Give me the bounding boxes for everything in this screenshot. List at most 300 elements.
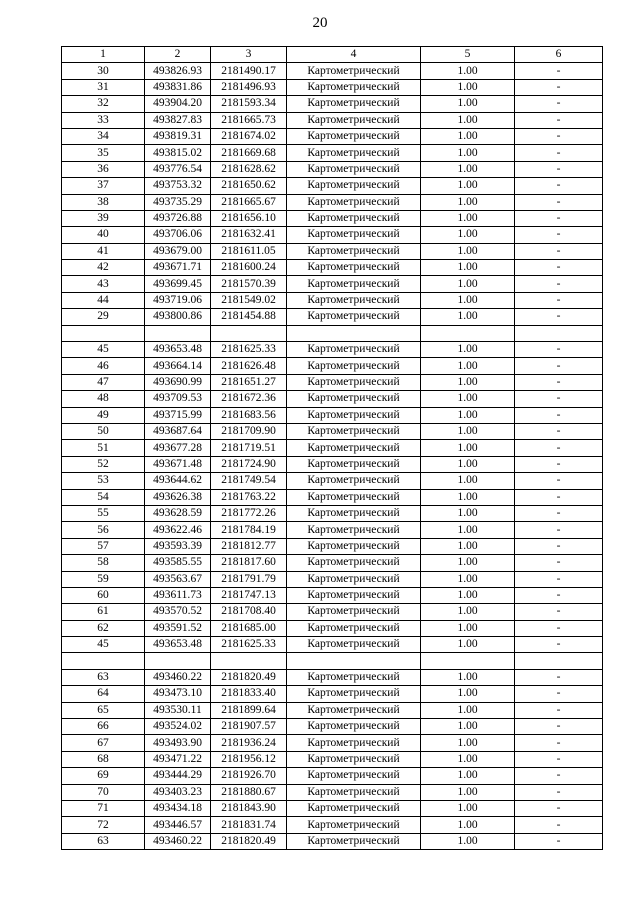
page-number: 20 bbox=[312, 15, 328, 31]
table-row bbox=[62, 768, 603, 784]
point-number-cell bbox=[62, 325, 145, 341]
accuracy-cell: 1.00 bbox=[421, 669, 515, 685]
point-number-cell: 37 bbox=[62, 178, 145, 194]
point-number-cell: 33 bbox=[62, 112, 145, 128]
point-number-cell: 44 bbox=[62, 292, 145, 308]
x-coordinate-cell: 493493.90 bbox=[145, 735, 211, 751]
point-number-cell bbox=[62, 653, 145, 669]
method-cell: Картометрический bbox=[287, 620, 421, 636]
accuracy-cell: 1.00 bbox=[421, 79, 515, 95]
column-header: 4 bbox=[287, 47, 421, 63]
table-row bbox=[62, 407, 603, 423]
accuracy-cell: 1.00 bbox=[421, 423, 515, 439]
x-coordinate-cell: 493826.93 bbox=[145, 63, 211, 79]
column-header: 6 bbox=[515, 47, 603, 63]
y-coordinate-cell: 2181926.70 bbox=[211, 768, 287, 784]
method-cell: Картометрический bbox=[287, 555, 421, 571]
accuracy-cell: 1.00 bbox=[421, 489, 515, 505]
accuracy-cell: 1.00 bbox=[421, 768, 515, 784]
accuracy-cell: 1.00 bbox=[421, 702, 515, 718]
y-coordinate-cell: 2181665.67 bbox=[211, 194, 287, 210]
x-coordinate-cell: 493444.29 bbox=[145, 768, 211, 784]
y-coordinate-cell: 2181880.67 bbox=[211, 784, 287, 800]
accuracy-cell: 1.00 bbox=[421, 96, 515, 112]
y-coordinate-cell: 2181625.33 bbox=[211, 637, 287, 653]
x-coordinate-cell: 493671.71 bbox=[145, 260, 211, 276]
y-coordinate-cell: 2181708.40 bbox=[211, 604, 287, 620]
table-row bbox=[62, 342, 603, 358]
point-number-cell: 51 bbox=[62, 440, 145, 456]
y-coordinate-cell: 2181956.12 bbox=[211, 751, 287, 767]
table-row bbox=[62, 456, 603, 472]
note-cell: - bbox=[515, 260, 603, 276]
point-number-cell: 64 bbox=[62, 686, 145, 702]
method-cell: Картометрический bbox=[287, 423, 421, 439]
accuracy-cell: 1.00 bbox=[421, 440, 515, 456]
point-number-cell: 36 bbox=[62, 161, 145, 177]
y-coordinate-cell: 2181820.49 bbox=[211, 833, 287, 849]
method-cell: Картометрический bbox=[287, 243, 421, 259]
x-coordinate-cell: 493735.29 bbox=[145, 194, 211, 210]
point-number-cell: 72 bbox=[62, 817, 145, 833]
note-cell: - bbox=[515, 210, 603, 226]
point-number-cell: 67 bbox=[62, 735, 145, 751]
note-cell: - bbox=[515, 571, 603, 587]
accuracy-cell: 1.00 bbox=[421, 800, 515, 816]
y-coordinate-cell: 2181683.56 bbox=[211, 407, 287, 423]
x-coordinate-cell: 493593.39 bbox=[145, 538, 211, 554]
method-cell: Картометрический bbox=[287, 489, 421, 505]
x-coordinate-cell: 493753.32 bbox=[145, 178, 211, 194]
accuracy-cell: 1.00 bbox=[421, 194, 515, 210]
x-coordinate-cell: 493679.00 bbox=[145, 243, 211, 259]
point-number-cell: 56 bbox=[62, 522, 145, 538]
note-cell: - bbox=[515, 669, 603, 685]
method-cell: Картометрический bbox=[287, 79, 421, 95]
x-coordinate-cell: 493570.52 bbox=[145, 604, 211, 620]
accuracy-cell: 1.00 bbox=[421, 407, 515, 423]
accuracy-cell: 1.00 bbox=[421, 456, 515, 472]
method-cell: Картометрический bbox=[287, 407, 421, 423]
note-cell: - bbox=[515, 489, 603, 505]
point-number-cell: 63 bbox=[62, 833, 145, 849]
table-row bbox=[62, 440, 603, 456]
point-number-cell: 55 bbox=[62, 505, 145, 521]
accuracy-cell: 1.00 bbox=[421, 227, 515, 243]
note-cell: - bbox=[515, 620, 603, 636]
note-cell: - bbox=[515, 604, 603, 620]
y-coordinate-cell: 2181763.22 bbox=[211, 489, 287, 505]
x-coordinate-cell: 493611.73 bbox=[145, 587, 211, 603]
note-cell: - bbox=[515, 96, 603, 112]
table-row bbox=[62, 800, 603, 816]
x-coordinate-cell: 493653.48 bbox=[145, 342, 211, 358]
x-coordinate-cell: 493776.54 bbox=[145, 161, 211, 177]
x-coordinate-cell bbox=[145, 653, 211, 669]
table-row bbox=[62, 653, 603, 669]
y-coordinate-cell: 2181674.02 bbox=[211, 128, 287, 144]
table-row bbox=[62, 669, 603, 685]
method-cell: Картометрический bbox=[287, 210, 421, 226]
method-cell: Картометрический bbox=[287, 604, 421, 620]
table-row bbox=[62, 210, 603, 226]
table-row bbox=[62, 735, 603, 751]
y-coordinate-cell: 2181685.00 bbox=[211, 620, 287, 636]
y-coordinate-cell: 2181600.24 bbox=[211, 260, 287, 276]
x-coordinate-cell: 493677.28 bbox=[145, 440, 211, 456]
table-row bbox=[62, 555, 603, 571]
method-cell: Картометрический bbox=[287, 342, 421, 358]
note-cell: - bbox=[515, 637, 603, 653]
x-coordinate-cell: 493664.14 bbox=[145, 358, 211, 374]
method-cell: Картометрический bbox=[287, 456, 421, 472]
table-row bbox=[62, 227, 603, 243]
table-row bbox=[62, 833, 603, 849]
y-coordinate-cell: 2181651.27 bbox=[211, 374, 287, 390]
method-cell: Картометрический bbox=[287, 161, 421, 177]
note-cell: - bbox=[515, 407, 603, 423]
note-cell: - bbox=[515, 243, 603, 259]
method-cell: Картометрический bbox=[287, 833, 421, 849]
note-cell: - bbox=[515, 686, 603, 702]
note-cell: - bbox=[515, 751, 603, 767]
y-coordinate-cell: 2181791.79 bbox=[211, 571, 287, 587]
method-cell: Картометрический bbox=[287, 817, 421, 833]
table-row bbox=[62, 292, 603, 308]
x-coordinate-cell: 493687.64 bbox=[145, 423, 211, 439]
accuracy-cell: 1.00 bbox=[421, 604, 515, 620]
note-cell: - bbox=[515, 555, 603, 571]
x-coordinate-cell: 493904.20 bbox=[145, 96, 211, 112]
accuracy-cell bbox=[421, 653, 515, 669]
table-row bbox=[62, 309, 603, 325]
note-cell: - bbox=[515, 538, 603, 554]
note-cell: - bbox=[515, 292, 603, 308]
x-coordinate-cell: 493819.31 bbox=[145, 128, 211, 144]
point-number-cell: 53 bbox=[62, 473, 145, 489]
note-cell: - bbox=[515, 342, 603, 358]
table-row bbox=[62, 358, 603, 374]
table-row bbox=[62, 489, 603, 505]
method-cell: Картометрический bbox=[287, 440, 421, 456]
accuracy-cell: 1.00 bbox=[421, 833, 515, 849]
accuracy-cell: 1.00 bbox=[421, 112, 515, 128]
y-coordinate-cell: 2181843.90 bbox=[211, 800, 287, 816]
column-header: 3 bbox=[211, 47, 287, 63]
table-row bbox=[62, 128, 603, 144]
table-row bbox=[62, 145, 603, 161]
y-coordinate-cell: 2181747.13 bbox=[211, 587, 287, 603]
table-row bbox=[62, 260, 603, 276]
x-coordinate-cell: 493644.62 bbox=[145, 473, 211, 489]
x-coordinate-cell: 493726.88 bbox=[145, 210, 211, 226]
table-row bbox=[62, 423, 603, 439]
method-cell: Картометрический bbox=[287, 194, 421, 210]
x-coordinate-cell: 493591.52 bbox=[145, 620, 211, 636]
method-cell: Картометрический bbox=[287, 276, 421, 292]
x-coordinate-cell: 493690.99 bbox=[145, 374, 211, 390]
accuracy-cell: 1.00 bbox=[421, 210, 515, 226]
x-coordinate-cell: 493800.86 bbox=[145, 309, 211, 325]
method-cell: Картометрический bbox=[287, 505, 421, 521]
y-coordinate-cell: 2181784.19 bbox=[211, 522, 287, 538]
point-number-cell: 57 bbox=[62, 538, 145, 554]
note-cell: - bbox=[515, 391, 603, 407]
accuracy-cell: 1.00 bbox=[421, 784, 515, 800]
point-number-cell: 34 bbox=[62, 128, 145, 144]
column-header: 5 bbox=[421, 47, 515, 63]
accuracy-cell: 1.00 bbox=[421, 719, 515, 735]
table-row bbox=[62, 276, 603, 292]
note-cell: - bbox=[515, 79, 603, 95]
method-cell: Картометрический bbox=[287, 784, 421, 800]
note-cell: - bbox=[515, 161, 603, 177]
method-cell: Картометрический bbox=[287, 128, 421, 144]
accuracy-cell: 1.00 bbox=[421, 128, 515, 144]
y-coordinate-cell: 2181656.10 bbox=[211, 210, 287, 226]
table-row bbox=[62, 112, 603, 128]
note-cell: - bbox=[515, 817, 603, 833]
note-cell: - bbox=[515, 145, 603, 161]
point-number-cell: 31 bbox=[62, 79, 145, 95]
x-coordinate-cell: 493434.18 bbox=[145, 800, 211, 816]
y-coordinate-cell: 2181549.02 bbox=[211, 292, 287, 308]
y-coordinate-cell: 2181570.39 bbox=[211, 276, 287, 292]
point-number-cell: 62 bbox=[62, 620, 145, 636]
accuracy-cell: 1.00 bbox=[421, 817, 515, 833]
point-number-cell: 65 bbox=[62, 702, 145, 718]
point-number-cell: 35 bbox=[62, 145, 145, 161]
accuracy-cell: 1.00 bbox=[421, 587, 515, 603]
point-number-cell: 30 bbox=[62, 63, 145, 79]
accuracy-cell: 1.00 bbox=[421, 637, 515, 653]
table-row bbox=[62, 178, 603, 194]
note-cell: - bbox=[515, 178, 603, 194]
method-cell: Картометрический bbox=[287, 768, 421, 784]
table-row bbox=[62, 817, 603, 833]
method-cell: Картометрический bbox=[287, 587, 421, 603]
accuracy-cell: 1.00 bbox=[421, 391, 515, 407]
method-cell: Картометрический bbox=[287, 292, 421, 308]
note-cell: - bbox=[515, 522, 603, 538]
x-coordinate-cell: 493715.99 bbox=[145, 407, 211, 423]
table-row bbox=[62, 391, 603, 407]
x-coordinate-cell: 493530.11 bbox=[145, 702, 211, 718]
table-row bbox=[62, 719, 603, 735]
x-coordinate-cell: 493653.48 bbox=[145, 637, 211, 653]
note-cell: - bbox=[515, 719, 603, 735]
coordinates-table bbox=[61, 46, 603, 850]
note-cell: - bbox=[515, 112, 603, 128]
x-coordinate-cell: 493671.48 bbox=[145, 456, 211, 472]
note-cell: - bbox=[515, 128, 603, 144]
x-coordinate-cell: 493628.59 bbox=[145, 505, 211, 521]
method-cell: Картометрический bbox=[287, 96, 421, 112]
x-coordinate-cell: 493706.06 bbox=[145, 227, 211, 243]
accuracy-cell bbox=[421, 325, 515, 341]
point-number-cell: 47 bbox=[62, 374, 145, 390]
accuracy-cell: 1.00 bbox=[421, 260, 515, 276]
note-cell bbox=[515, 653, 603, 669]
point-number-cell: 49 bbox=[62, 407, 145, 423]
table-row bbox=[62, 63, 603, 79]
method-cell: Картометрический bbox=[287, 637, 421, 653]
note-cell: - bbox=[515, 374, 603, 390]
point-number-cell: 70 bbox=[62, 784, 145, 800]
note-cell: - bbox=[515, 227, 603, 243]
accuracy-cell: 1.00 bbox=[421, 342, 515, 358]
point-number-cell: 32 bbox=[62, 96, 145, 112]
column-header: 1 bbox=[62, 47, 145, 63]
accuracy-cell: 1.00 bbox=[421, 243, 515, 259]
table-row bbox=[62, 505, 603, 521]
note-cell bbox=[515, 325, 603, 341]
x-coordinate-cell: 493585.55 bbox=[145, 555, 211, 571]
method-cell: Картометрический bbox=[287, 473, 421, 489]
method-cell: Картометрический bbox=[287, 719, 421, 735]
point-number-cell: 59 bbox=[62, 571, 145, 587]
accuracy-cell: 1.00 bbox=[421, 620, 515, 636]
point-number-cell: 40 bbox=[62, 227, 145, 243]
y-coordinate-cell: 2181490.17 bbox=[211, 63, 287, 79]
method-cell: Картометрический bbox=[287, 227, 421, 243]
method-cell: Картометрический bbox=[287, 260, 421, 276]
table-body bbox=[62, 63, 603, 850]
accuracy-cell: 1.00 bbox=[421, 145, 515, 161]
y-coordinate-cell bbox=[211, 653, 287, 669]
point-number-cell: 43 bbox=[62, 276, 145, 292]
note-cell: - bbox=[515, 833, 603, 849]
table-row bbox=[62, 587, 603, 603]
point-number-cell: 29 bbox=[62, 309, 145, 325]
accuracy-cell: 1.00 bbox=[421, 751, 515, 767]
table-row bbox=[62, 637, 603, 653]
y-coordinate-cell: 2181812.77 bbox=[211, 538, 287, 554]
y-coordinate-cell: 2181625.33 bbox=[211, 342, 287, 358]
note-cell: - bbox=[515, 735, 603, 751]
table-row bbox=[62, 784, 603, 800]
x-coordinate-cell: 493622.46 bbox=[145, 522, 211, 538]
method-cell: Картометрический bbox=[287, 391, 421, 407]
point-number-cell: 39 bbox=[62, 210, 145, 226]
y-coordinate-cell: 2181669.68 bbox=[211, 145, 287, 161]
accuracy-cell: 1.00 bbox=[421, 473, 515, 489]
table-row bbox=[62, 604, 603, 620]
y-coordinate-cell: 2181672.36 bbox=[211, 391, 287, 407]
accuracy-cell: 1.00 bbox=[421, 686, 515, 702]
note-cell: - bbox=[515, 505, 603, 521]
method-cell: Картометрический bbox=[287, 178, 421, 194]
x-coordinate-cell: 493460.22 bbox=[145, 669, 211, 685]
note-cell: - bbox=[515, 800, 603, 816]
point-number-cell: 54 bbox=[62, 489, 145, 505]
y-coordinate-cell: 2181611.05 bbox=[211, 243, 287, 259]
table-row bbox=[62, 522, 603, 538]
y-coordinate-cell: 2181820.49 bbox=[211, 669, 287, 685]
accuracy-cell: 1.00 bbox=[421, 292, 515, 308]
table-row bbox=[62, 79, 603, 95]
x-coordinate-cell: 493815.02 bbox=[145, 145, 211, 161]
point-number-cell: 42 bbox=[62, 260, 145, 276]
table-row bbox=[62, 571, 603, 587]
point-number-cell: 71 bbox=[62, 800, 145, 816]
accuracy-cell: 1.00 bbox=[421, 374, 515, 390]
accuracy-cell: 1.00 bbox=[421, 309, 515, 325]
point-number-cell: 58 bbox=[62, 555, 145, 571]
point-number-cell: 68 bbox=[62, 751, 145, 767]
method-cell: Картометрический bbox=[287, 374, 421, 390]
x-coordinate-cell: 493626.38 bbox=[145, 489, 211, 505]
y-coordinate-cell: 2181833.40 bbox=[211, 686, 287, 702]
note-cell: - bbox=[515, 473, 603, 489]
point-number-cell: 41 bbox=[62, 243, 145, 259]
x-coordinate-cell: 493460.22 bbox=[145, 833, 211, 849]
method-cell: Картометрический bbox=[287, 702, 421, 718]
x-coordinate-cell: 493563.67 bbox=[145, 571, 211, 587]
y-coordinate-cell: 2181496.93 bbox=[211, 79, 287, 95]
accuracy-cell: 1.00 bbox=[421, 358, 515, 374]
y-coordinate-cell: 2181749.54 bbox=[211, 473, 287, 489]
y-coordinate-cell: 2181719.51 bbox=[211, 440, 287, 456]
note-cell: - bbox=[515, 358, 603, 374]
note-cell: - bbox=[515, 309, 603, 325]
note-cell: - bbox=[515, 768, 603, 784]
table-row bbox=[62, 96, 603, 112]
y-coordinate-cell: 2181724.90 bbox=[211, 456, 287, 472]
method-cell bbox=[287, 325, 421, 341]
accuracy-cell: 1.00 bbox=[421, 538, 515, 554]
table-row bbox=[62, 161, 603, 177]
method-cell: Картометрический bbox=[287, 686, 421, 702]
y-coordinate-cell: 2181626.48 bbox=[211, 358, 287, 374]
note-cell: - bbox=[515, 423, 603, 439]
accuracy-cell: 1.00 bbox=[421, 571, 515, 587]
table-row bbox=[62, 702, 603, 718]
method-cell bbox=[287, 653, 421, 669]
y-coordinate-cell: 2181907.57 bbox=[211, 719, 287, 735]
accuracy-cell: 1.00 bbox=[421, 735, 515, 751]
method-cell: Картометрический bbox=[287, 522, 421, 538]
note-cell: - bbox=[515, 456, 603, 472]
x-coordinate-cell: 493719.06 bbox=[145, 292, 211, 308]
method-cell: Картометрический bbox=[287, 571, 421, 587]
method-cell: Картометрический bbox=[287, 735, 421, 751]
column-header: 2 bbox=[145, 47, 211, 63]
accuracy-cell: 1.00 bbox=[421, 522, 515, 538]
point-number-cell: 63 bbox=[62, 669, 145, 685]
y-coordinate-cell: 2181817.60 bbox=[211, 555, 287, 571]
accuracy-cell: 1.00 bbox=[421, 505, 515, 521]
y-coordinate-cell bbox=[211, 325, 287, 341]
y-coordinate-cell: 2181632.41 bbox=[211, 227, 287, 243]
note-cell: - bbox=[515, 587, 603, 603]
x-coordinate-cell: 493709.53 bbox=[145, 391, 211, 407]
method-cell: Картометрический bbox=[287, 63, 421, 79]
table-row bbox=[62, 751, 603, 767]
note-cell: - bbox=[515, 440, 603, 456]
y-coordinate-cell: 2181936.24 bbox=[211, 735, 287, 751]
point-number-cell: 45 bbox=[62, 637, 145, 653]
x-coordinate-cell: 493699.45 bbox=[145, 276, 211, 292]
note-cell: - bbox=[515, 63, 603, 79]
table-row bbox=[62, 620, 603, 636]
point-number-cell: 45 bbox=[62, 342, 145, 358]
point-number-cell: 52 bbox=[62, 456, 145, 472]
point-number-cell: 38 bbox=[62, 194, 145, 210]
accuracy-cell: 1.00 bbox=[421, 63, 515, 79]
y-coordinate-cell: 2181899.64 bbox=[211, 702, 287, 718]
point-number-cell: 69 bbox=[62, 768, 145, 784]
